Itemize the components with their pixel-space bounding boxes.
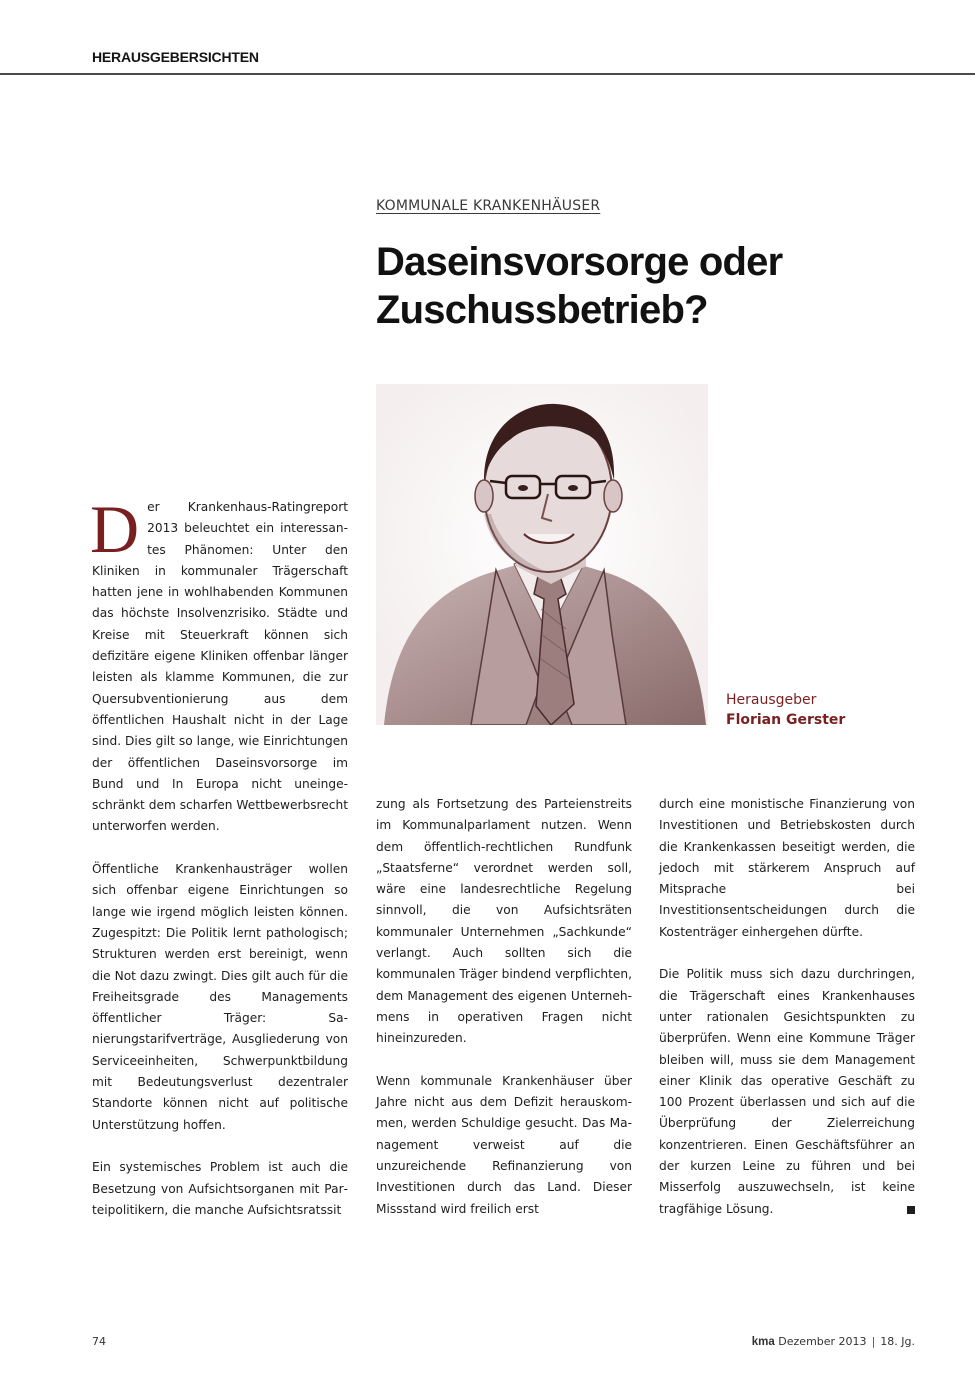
section-label: HERAUSGEBERSICHTEN [92, 49, 259, 65]
end-of-article-mark [907, 1206, 915, 1214]
portrait-caption [726, 690, 845, 730]
publisher-portrait [376, 384, 708, 725]
body-column-3 [659, 794, 915, 1220]
body-column-2 [376, 794, 632, 1220]
article-kicker: KOMMUNALE KRANKENHÄUSER [376, 198, 601, 214]
paragraph: Ein systemisches Problem ist auch die Besetzung von Aufsichtsorganen mit Parteipolitikern, die manche Aufsichtsratssit [92, 1160, 348, 1217]
article-headline [376, 238, 936, 334]
paragraph: Wenn kommunale Krankenhäuser über Jahre nicht aus dem Defizit herauskommen, werden Schuldige gesucht. Das Management verweist auf die unzureichende Refinanzierung von Investitionen durch das Land. Dieser Missstand wird freilich erst [376, 1073, 632, 1216]
issue-date: Dezember 2013 [778, 1335, 867, 1348]
footer-separator: | [871, 1335, 876, 1348]
caption-name: Florian Gerster [726, 712, 846, 728]
magazine-logo: kma [751, 1336, 775, 1348]
paragraph: durch eine monistische Finanzierung von Investitionen und Betriebskosten durch die Krankenkassen beseitigt werden, die jedoch mit stärkerem Anspruch auf Mitsprache bei Investitionsentscheidungen durch die Kostenträger einhergehen dürfte. [659, 797, 915, 939]
paragraph [659, 964, 915, 1220]
page-number: 74 [92, 1335, 106, 1348]
header-rule [0, 73, 975, 75]
paragraph: zung als Fortsetzung des Parteienstreits im Kommunalparlament nutzen. Wenn dem öffentlich-rechtlichen Rundfunk „Staatsferne“ verordnet werden soll, wäre eine landesrechtliche Regelung sinnvoll, die von Aufsichtsräten kommunaler Unternehmen „Sachkunde“ verlangt. Auch sollten sich die kommunalen Träger bindend verpflichten, dem Management des eigenen Unternehmens in operativen Fragen nicht hineinzureden. [376, 797, 632, 1046]
paragraph-text: er Krankenhaus-Ratingreport 2013 beleuchtet ein interessantes Phänomen: Unter den Kliniken in kommunaler Trägerschaft hatten jene in wohlhabenden Kommunen das höchste Insolvenzrisiko. Städte und Kreise mit Steuerkraft können sich defizitäre eigene Kliniken offenbar länger leisten als klamme Kommunen, die zur Quersubventionierung aus dem öffentlichen Haushalt nicht in der Lage sind. Dies gilt so lange, wie Einrichtungen der öffentlichen Daseinsvorsorge im Bund und In Europa nicht uneingeschränkt dem scharfen Wettbewerbsrecht unterworfen werden. [92, 500, 348, 834]
paragraph-text: Die Politik muss sich dazu durchringen, die Trägerschaft eines Krankenhauses unter rationalen Gesichtspunkten zu überprüfen. Wenn eine Kommune Träger bleiben will, muss sie dem Management einer Klinik das operative Geschäft zu 100 Prozent überlassen und sich auf die Überprüfung der Zielerreichung konzentrieren. Einen Geschäftsführer an der kurzen Leine zu führen und bei Misserfolg auszuwechseln, ist keine tragfähige Lösung. [659, 967, 915, 1216]
footer-issue-info [752, 1335, 915, 1348]
paragraph [90, 491, 348, 838]
caption-role: Herausgeber [726, 692, 817, 708]
drop-cap: D [90, 491, 140, 567]
body-column-1 [90, 491, 348, 1221]
headline-line-1: Daseinsvorsorge oder [376, 240, 783, 284]
volume-number: 18. Jg. [880, 1335, 915, 1348]
paragraph: Öffentliche Krankenhausträger wollen sich offenbar eigene Einrichtungen so lange wie irgend möglich leisten können. Zugespitzt: Die Politik lernt pathologisch; Strukturen werden erst bereinigt, wenn die Not dazu zwingt. Dies gilt auch für die Freiheitsgrade des Managements öffentlicher Träger: Sanierungstarifverträge, Ausgliederung von Serviceeinheiten, Schwerpunktbildung mit Bedeutungsverlust dezentraler Standorte können nicht auf politische Unterstützung hoffen. [92, 862, 348, 1132]
headline-line-2: Zuschussbetrieb? [376, 288, 708, 332]
